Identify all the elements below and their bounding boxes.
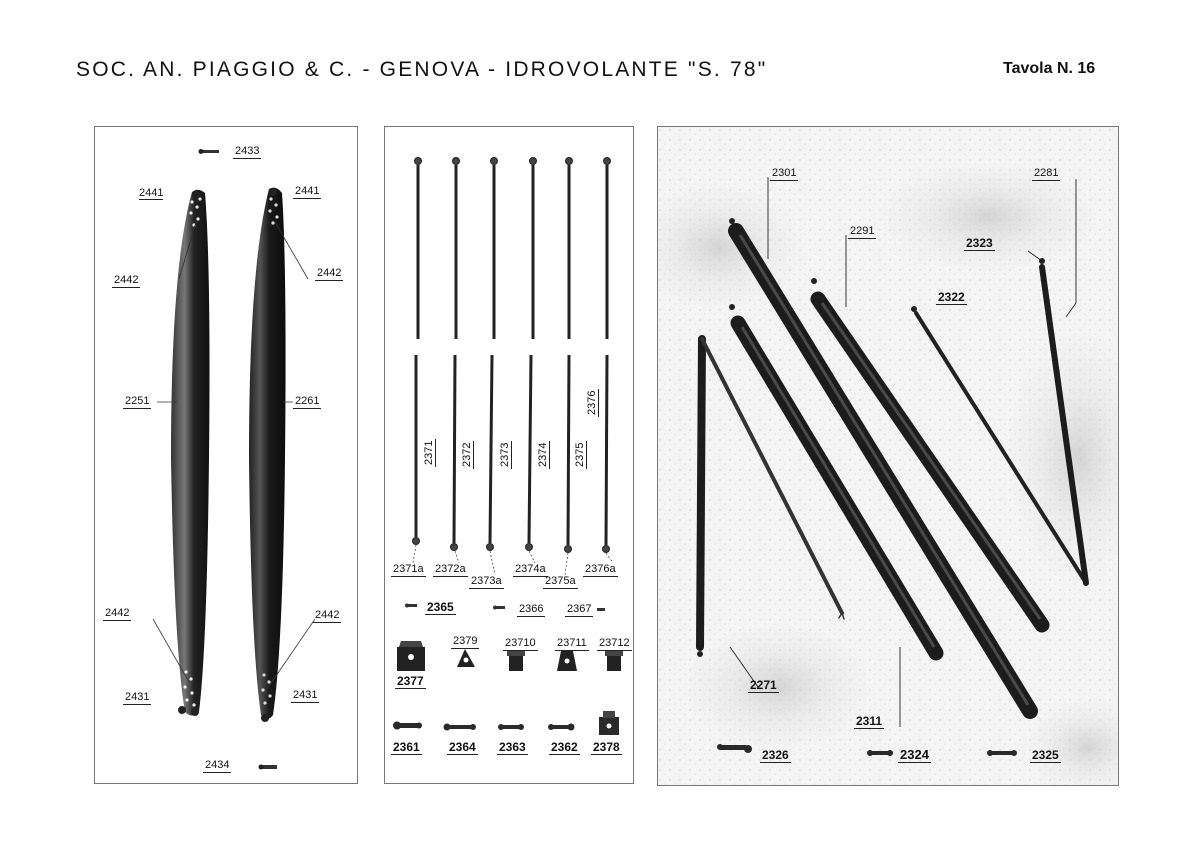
- label-2361: 2361: [393, 740, 420, 754]
- label-2442-bottom-left: 2442: [105, 607, 130, 619]
- label-2442-bottom-right: 2442: [315, 609, 340, 621]
- label-2271: 2271: [750, 678, 777, 692]
- bolts-row: [393, 711, 619, 735]
- bolt-2361-icon: [393, 722, 422, 730]
- bolt-2363-icon: [498, 724, 524, 730]
- label-2322: 2322: [938, 290, 965, 304]
- label-2373: 2373: [499, 442, 511, 467]
- label-2371a: 2371a: [393, 563, 424, 575]
- panel-floats: [94, 126, 358, 784]
- bolt-2433-icon: [199, 149, 220, 154]
- label-2373a: 2373a: [471, 575, 502, 587]
- label-2379: 2379: [453, 635, 478, 647]
- rod-2374-lower: [526, 355, 533, 551]
- label-2375a: 2375a: [545, 575, 576, 587]
- rod-2373-lower: [487, 355, 494, 551]
- label-2363: 2363: [499, 740, 526, 754]
- label-2433: 2433: [235, 145, 260, 157]
- label-2375: 2375: [574, 442, 586, 467]
- label-2372: 2372: [461, 442, 473, 467]
- rod-2372-lower: [451, 355, 458, 551]
- label-2374: 2374: [537, 442, 549, 467]
- bracket-2378-icon: [599, 711, 619, 735]
- bracket-2379-icon: [457, 649, 475, 667]
- struts-drawing: [658, 127, 1118, 785]
- rod-2375-lower: [565, 355, 572, 553]
- label-2367: 2367: [567, 603, 592, 615]
- rod-2371-lower: [413, 355, 420, 545]
- label-2378: 2378: [593, 740, 620, 754]
- rod-2376-lower: [603, 355, 610, 553]
- label-2325: 2325: [1032, 748, 1059, 762]
- bolt-2364-icon: [444, 724, 477, 731]
- label-2323: 2323: [966, 236, 993, 250]
- rod-2372-upper: [453, 158, 460, 340]
- label-2251: 2251: [125, 395, 150, 407]
- label-23711: 23711: [557, 637, 587, 649]
- bracket-23712-icon: [605, 651, 623, 671]
- label-2442-top-left: 2442: [114, 274, 139, 286]
- label-2365: 2365: [427, 600, 454, 614]
- plate-number: Tavola N. 16: [1003, 60, 1096, 77]
- label-2374a: 2374a: [515, 563, 546, 575]
- floats-drawing: [95, 127, 357, 783]
- label-2326: 2326: [762, 748, 789, 762]
- label-2261: 2261: [295, 395, 320, 407]
- bracket-23710-icon: [507, 651, 525, 671]
- label-2442-top-right: 2442: [317, 267, 342, 279]
- label-2281: 2281: [1034, 167, 1059, 179]
- label-2377: 2377: [397, 674, 424, 688]
- rod-2371-upper: [415, 158, 422, 340]
- label-2376a: 2376a: [585, 563, 616, 575]
- label-2376: 2376: [586, 390, 598, 415]
- float-2261-shape: [249, 188, 286, 722]
- panel-struts: [657, 126, 1119, 786]
- tie-rods-upper: [415, 158, 611, 340]
- label-2291: 2291: [850, 225, 875, 237]
- rod-2373-upper: [491, 158, 498, 340]
- label-2434: 2434: [205, 759, 230, 771]
- panel-tie-rods: [384, 126, 634, 784]
- label-2301: 2301: [772, 167, 797, 179]
- rod-2374-upper: [530, 158, 537, 340]
- label-2372a: 2372a: [435, 563, 466, 575]
- label-2366: 2366: [519, 603, 544, 615]
- label-2364: 2364: [449, 740, 476, 754]
- label-2431-left: 2431: [125, 691, 150, 703]
- bolt-2434-icon: [259, 765, 278, 770]
- rod-2376-upper: [604, 158, 611, 340]
- bracket-2377-icon: [397, 641, 425, 671]
- label-2324: 2324: [900, 747, 929, 762]
- label-23712: 23712: [599, 637, 630, 649]
- bolt-2362-icon: [548, 724, 575, 731]
- label-2362: 2362: [551, 740, 578, 754]
- label-2441-left: 2441: [139, 187, 164, 199]
- label-2431-right: 2431: [293, 689, 318, 701]
- label-2311: 2311: [856, 714, 883, 728]
- label-2441-right: 2441: [295, 185, 320, 197]
- float-2251-shape: [171, 190, 210, 716]
- bracket-23711-icon: [557, 651, 577, 671]
- rod-2375-upper: [566, 158, 573, 340]
- label-2371: 2371: [423, 440, 435, 465]
- page-title: SOC. AN. PIAGGIO & C. - GENOVA - IDROVOLANTE "S. 78": [76, 58, 768, 81]
- label-23710: 23710: [505, 637, 536, 649]
